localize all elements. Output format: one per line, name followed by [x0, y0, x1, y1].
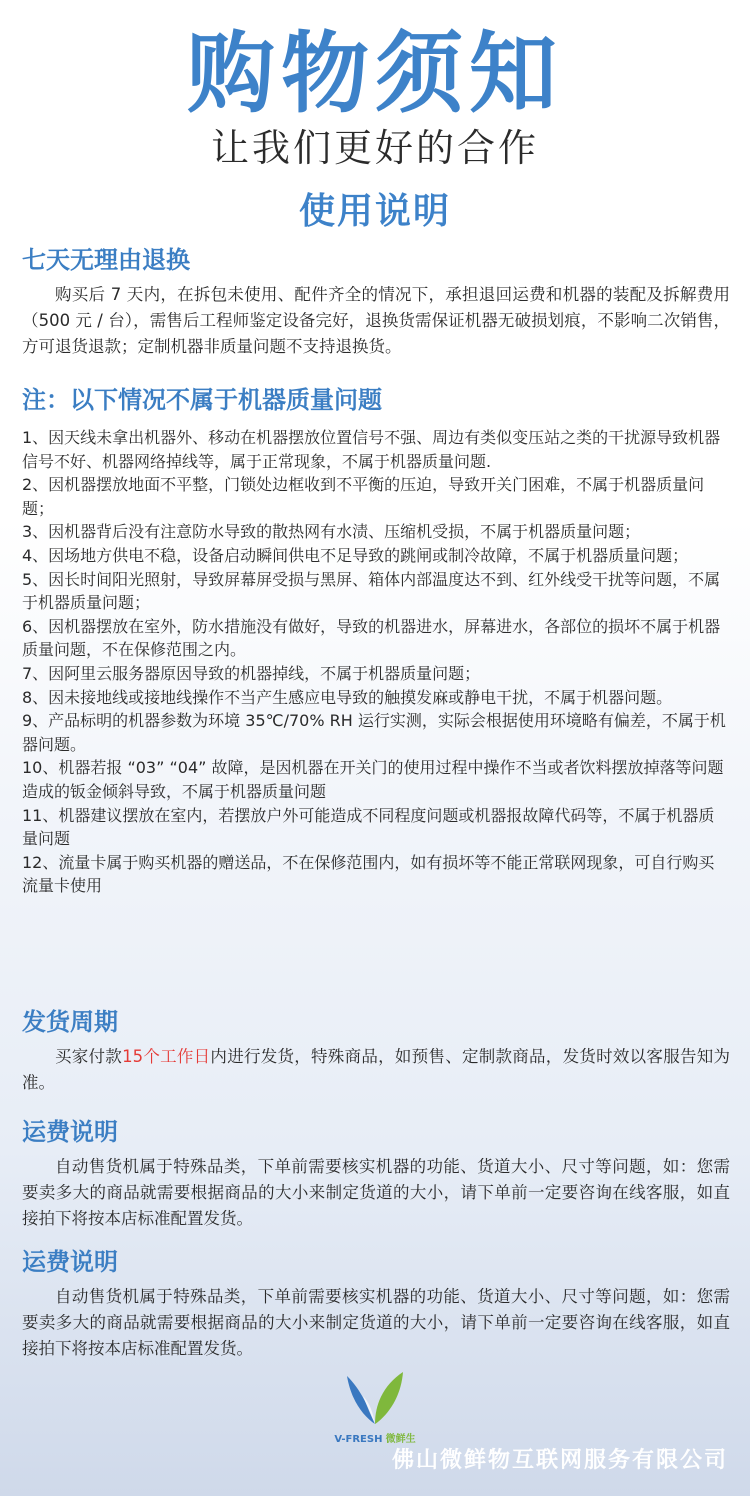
- note-item: 5、因长时间阳光照射，导致屏幕屏受损与黑屏、箱体内部温度达不到、红外线受干扰等问题，不属于机器质量问题；: [22, 569, 721, 613]
- note-item: 11、机器建议摆放在室内，若摆放户外可能造成不同程度问题或机器报故障代码等，不属于机器质量问题: [22, 805, 715, 849]
- shipping-text-start: 买家付款: [55, 1047, 123, 1066]
- brand-logo-text: [330, 1430, 420, 1445]
- note-item: 1、因天线未拿出机器外、移动在机器摆放位置信号不强、周边有类似变压站之类的干扰源导致机器信号不好、机器网络掉线等，属于正常现象，不属于机器质量问题.: [22, 428, 721, 471]
- brand-name-cn: 微鲜生: [385, 1434, 416, 1445]
- note-item: 8、因未接地线或接地线操作不当产生感应电导致的触摸发麻或静电干扰，不属于机器问题。: [22, 687, 673, 707]
- vfresh-leaf-icon: [343, 1366, 407, 1428]
- freight-text: 自动售货机属于特殊品类，下单前需要核实机器的功能、货道大小、尺寸等问题，如：您需要卖多大的商品就需要根据商品的大小来制定货道的大小，请下单前一定要咨询在线客服，如直接拍下将按本店标准配置发货。: [22, 1157, 730, 1228]
- notes-list: [22, 426, 730, 898]
- note-item: 4、因场地方供电不稳，设备启动瞬间供电不足导致的跳闸或制冷故障，不属于机器质量问题；: [22, 545, 689, 565]
- note-item: 10、机器若报 “03” “04” 故障，是因机器在开关门的使用过程中操作不当或者饮料摆放掉落等问题造成的钣金倾斜导致，不属于机器质量问题: [22, 758, 724, 801]
- usage-heading: 使用说明: [298, 191, 451, 232]
- company-name: 佛山微鲜物互联网服务有限公司: [391, 1448, 728, 1473]
- brand-logo: [330, 1366, 420, 1445]
- shipping-period-highlight: 15个工作日: [122, 1047, 211, 1066]
- page-subtitle: 让我们更好的合作: [210, 126, 539, 170]
- page-title: 购物须知: [186, 22, 563, 125]
- freight-title: 运费说明: [22, 1118, 118, 1146]
- return-policy-title: 七天无理由退换: [22, 246, 190, 274]
- freight-title-repeat: 运费说明: [22, 1248, 118, 1276]
- brand-name-en: V-FRESH: [334, 1434, 383, 1445]
- note-item: 2、因机器摆放地面不平整，门锁处边框收到不平衡的压迫，导致开关门困难，不属于机器质量问题；: [22, 475, 705, 518]
- note-item: 7、因阿里云服务器原因导致的机器掉线，不属于机器质量问题；: [22, 663, 481, 683]
- note-item: 12、流量卡属于购买机器的赠送品，不在保修范围内，如有损坏等不能正常联网现象，可自行购买流量卡使用: [22, 852, 715, 896]
- freight-text-repeat: 自动售货机属于特殊品类，下单前需要核实机器的功能、货道大小、尺寸等问题，如：您需要卖多大的商品就需要根据商品的大小来制定货道的大小，请下单前一定要咨询在线客服，如直接拍下将按本店标准配置发货。: [22, 1287, 730, 1358]
- return-policy-text: 购买后 7 天内，在拆包未使用、配件齐全的情况下，承担退回运费和机器的装配及拆解费用（500 元 / 台），需售后工程师鉴定设备完好，退换货需保证机器无破损划痕，不影响二次销售，方可退货退款；定制机器非质量问题不支持退换货。: [22, 285, 730, 356]
- note-item: 6、因机器摆放在室外，防水措施没有做好，导致的机器进水，屏幕进水，各部位的损坏不属于机器质量问题，不在保修范围之内。: [22, 616, 721, 660]
- note-item: 3、因机器背后没有注意防水导致的散热网有水渍、压缩机受损，不属于机器质量问题；: [22, 522, 641, 542]
- shipping-text-end: 内进行发货，特殊商品，如预售、定制款商品，发货时效以客服告知为准。: [22, 1047, 730, 1092]
- shipping-title: 发货周期: [22, 1008, 118, 1036]
- notes-title: 注：以下情况不属于机器质量问题: [22, 386, 382, 414]
- note-item: 9、产品标明的机器参数为环境 35℃/70% RH 运行实测，实际会根据使用环境略有偏差，不属于机器问题。: [22, 711, 726, 754]
- shipping-text: [22, 1044, 730, 1096]
